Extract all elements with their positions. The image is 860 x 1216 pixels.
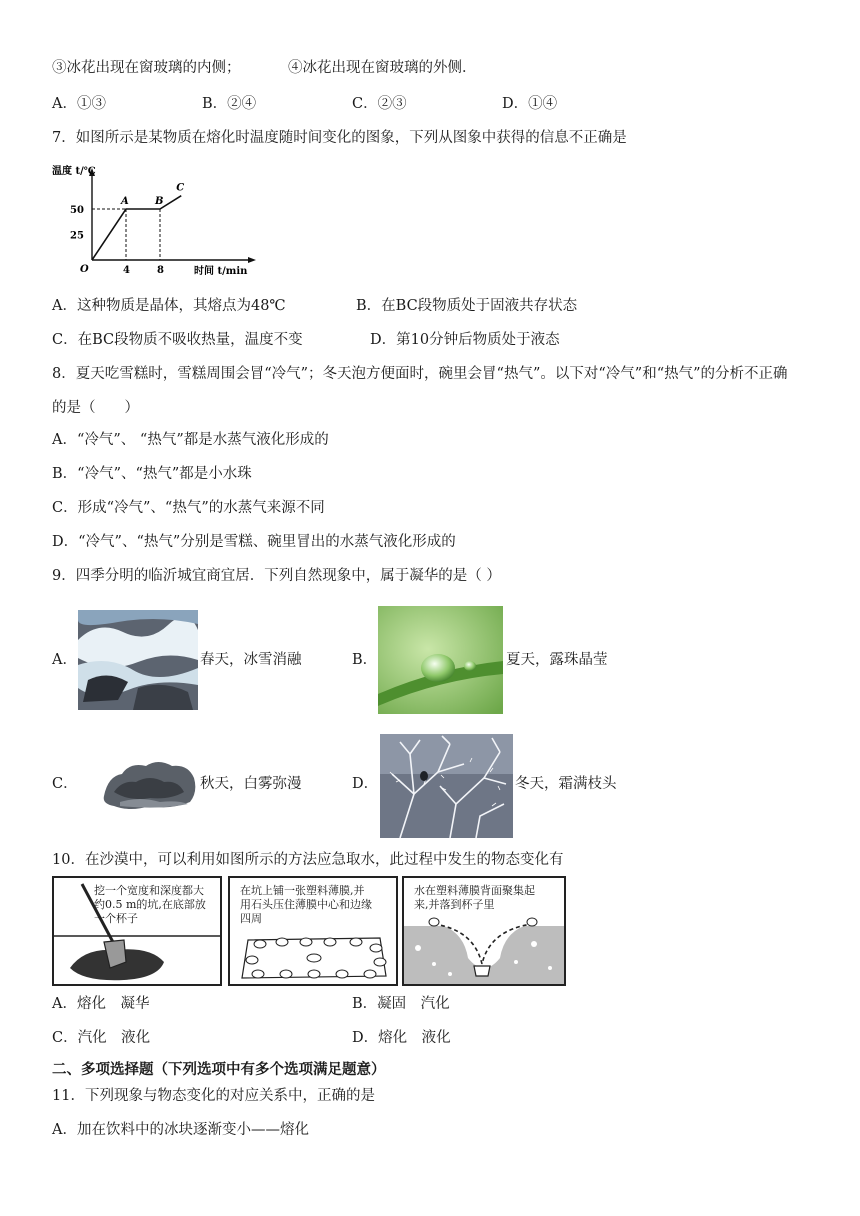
q6-option-c: C．②③ bbox=[352, 96, 407, 112]
q9-option-d-letter: D． bbox=[352, 776, 379, 792]
series-line bbox=[92, 196, 181, 260]
melting-graph bbox=[52, 160, 272, 280]
q10-option-a: A．熔化 凝华 bbox=[52, 996, 150, 1012]
q9-option-b-letter: B． bbox=[352, 652, 378, 668]
q9-stem: 9．四季分明的临沂城宜商宜居．下列自然现象中，属于凝华的是（ ） bbox=[52, 568, 501, 584]
q9-option-c-letter: C． bbox=[52, 776, 78, 792]
y-axis-label: 温度 t/℃ bbox=[52, 166, 96, 177]
q7-option-a: A．这种物质是晶体，其熔点为48℃ bbox=[52, 298, 286, 314]
q8-stem-line2: 的是（ ） bbox=[52, 400, 139, 416]
photo-frost-branches bbox=[380, 734, 513, 838]
q10-panel-collect-water bbox=[402, 876, 566, 986]
q8-option-d: D．“冷气”、“热气”分别是雪糕、碗里冒出的水蒸气液化形成的 bbox=[52, 534, 456, 550]
x-axis-label: 时间 t/min bbox=[194, 266, 248, 277]
q9-option-a-text: 春天，冰雪消融 bbox=[200, 652, 302, 668]
q8-stem-line1: 8．夏天吃雪糕时，雪糕周围会冒“冷气”；冬天泡方便面时，碗里会冒“热气”。以下对“冷气”和“热气”的分析不正确 bbox=[52, 366, 788, 382]
q7-stem: 7．如图所示是某物质在熔化时温度随时间变化的图象，下列从图象中获得的信息不正确是 bbox=[52, 130, 627, 146]
photo-fog-trees bbox=[100, 756, 198, 812]
statement-4: ④冰花出现在窗玻璃的外侧． bbox=[288, 60, 477, 76]
panel2-caption: 在坑上铺一张塑料薄膜,并用石头压住薄膜中心和边缘四周 bbox=[240, 884, 372, 925]
q10-option-b: B．凝固 汽化 bbox=[352, 996, 450, 1012]
q8-option-b: B．“冷气”、“热气”都是小水珠 bbox=[52, 466, 252, 482]
q10-stem: 10．在沙漠中，可以利用如图所示的方法应急取水，此过程中发生的物态变化有 bbox=[52, 852, 564, 868]
point-label-c: C bbox=[176, 182, 185, 194]
origin-label: O bbox=[80, 264, 89, 275]
q7-option-c: C．在BC段物质不吸收热量，温度不变 bbox=[52, 332, 303, 348]
x-tick-label: 4 bbox=[123, 265, 130, 276]
section-2-heading: 二、多项选择题（下列选项中有多个选项满足题意） bbox=[52, 1061, 386, 1078]
q8-option-a: A．“冷气”、 “热气”都是水蒸气液化形成的 bbox=[52, 432, 329, 448]
q7-option-d: D．第10分钟后物质处于液态 bbox=[370, 332, 560, 348]
q6-option-d: D．①④ bbox=[502, 96, 558, 112]
q6-option-b: B．②④ bbox=[202, 96, 257, 112]
photo-melting-snow bbox=[78, 610, 198, 710]
q9-option-a-letter: A． bbox=[52, 652, 77, 668]
q9-option-b-text: 夏天，露珠晶莹 bbox=[506, 652, 608, 668]
y-tick-label: 50 bbox=[70, 205, 84, 216]
panel1-caption: 挖一个宽度和深度都大约0.5 m的坑,在底部放一个杯子 bbox=[94, 884, 206, 925]
y-tick-label: 25 bbox=[70, 230, 84, 242]
x-axis-arrow bbox=[248, 257, 256, 263]
q10-option-d: D．熔化 液化 bbox=[352, 1030, 451, 1046]
q8-option-c: C．形成“冷气”、“热气”的水蒸气来源不同 bbox=[52, 500, 325, 516]
q9-option-d-text: 冬天，霜满枝头 bbox=[515, 776, 617, 792]
panel3-caption: 水在塑料薄膜背面聚集起来,并落到杯子里 bbox=[414, 884, 535, 911]
q10-option-c: C．汽化 液化 bbox=[52, 1030, 151, 1046]
q9-option-c-text: 秋天，白雾弥漫 bbox=[200, 776, 302, 792]
statement-3: ③冰花出现在窗玻璃的内侧； bbox=[52, 60, 241, 76]
q6-option-a: A．①③ bbox=[52, 96, 106, 112]
q11-option-a: A．加在饮料中的冰块逐渐变小——熔化 bbox=[52, 1122, 309, 1138]
x-tick-label: 8 bbox=[157, 265, 164, 276]
point-label-b: B bbox=[155, 196, 164, 207]
q10-panel-dig-pit bbox=[52, 876, 222, 986]
point-label-a: A bbox=[121, 196, 129, 207]
q11-stem: 11．下列现象与物态变化的对应关系中，正确的是 bbox=[52, 1088, 375, 1104]
photo-dew-drop bbox=[378, 606, 503, 714]
q7-option-b: B．在BC段物质处于固液共存状态 bbox=[356, 298, 578, 314]
q10-panel-cover-film bbox=[228, 876, 398, 986]
